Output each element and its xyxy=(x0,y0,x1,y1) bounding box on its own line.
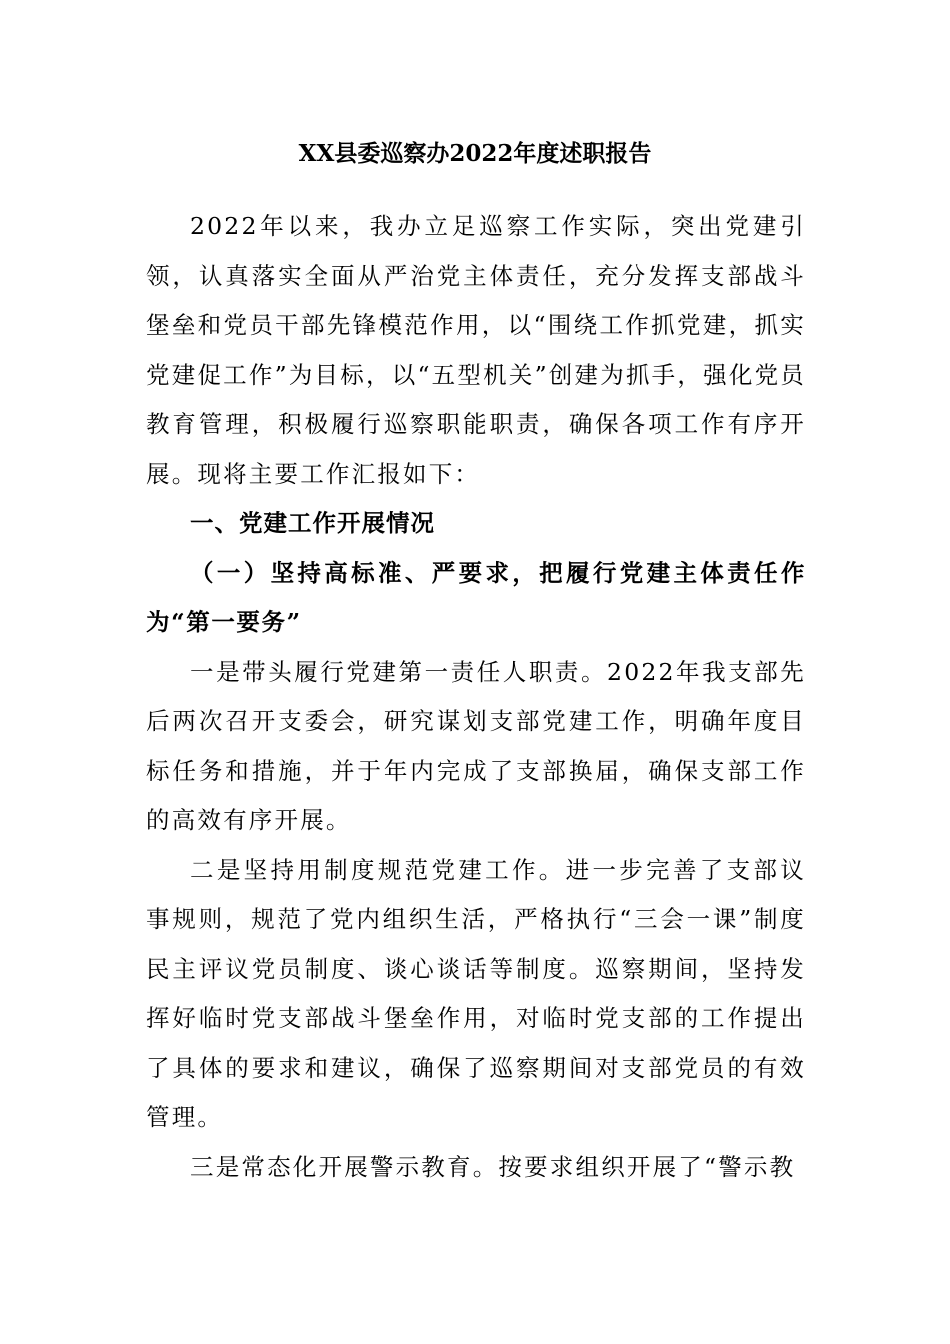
section-heading: 一、党建工作开展情况 xyxy=(190,509,435,537)
subsection-heading: （一）坚持高标准、严要求，把履行党建主体责任作为“第一要务” xyxy=(146,558,806,636)
body-paragraph: 三是常态化开展警示教育。按要求组织开展了“警示教 xyxy=(190,1152,796,1181)
document-title: XX县委巡察办2022年度述职报告 xyxy=(298,140,652,167)
intro-paragraph: 2022年以来，我办立足巡察工作实际，突出党建引领，认真落实全面从严治党主体责任，充分发挥支部战斗堡垒和党员干部先锋模范作用，以“围绕工作抓党建，抓实党建促工作”为目标，以“五型机关”创建为抓手，强化党员教育管理，积极履行巡察职能职责，确保各项工作有序开展。现将主要工作汇报如下： xyxy=(146,212,806,488)
document-body xyxy=(146,202,806,1192)
body-paragraph: 一是带头履行党建第一责任人职责。2022年我支部先后两次召开支委会，研究谋划支部党建工作，明确年度目标任务和措施，并于年内完成了支部换届，确保支部工作的高效有序开展。 xyxy=(146,657,806,834)
body-paragraph: 二是坚持用制度规范党建工作。进一步完善了支部议事规则，规范了党内组织生活，严格执行“三会一课”制度民主评议党员制度、谈心谈话等制度。巡察期间，坚持发挥好临时党支部战斗堡垒作用，对临时党支部的工作提出了具体的要求和建议，确保了巡察期间对支部党员的有效管理。 xyxy=(146,855,806,1131)
